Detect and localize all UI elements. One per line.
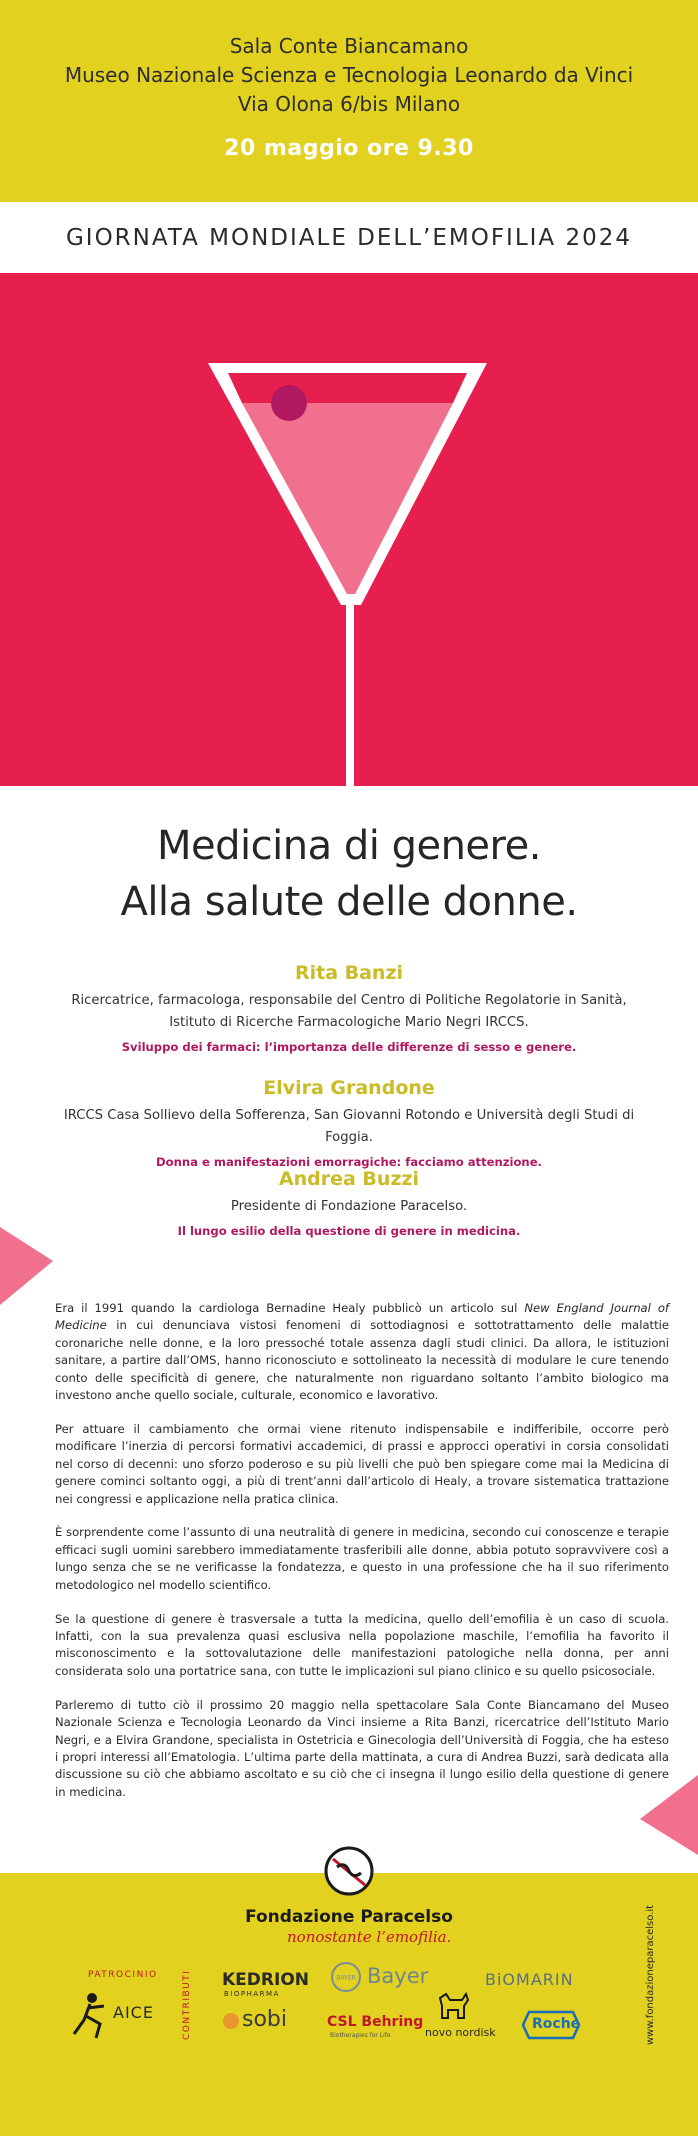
speaker-name: Andrea Buzzi [278,1168,420,1190]
speaker-talk: Il lungo esilio della questione di genere in medicina. [177,1224,521,1238]
contributi-label: CONTRIBUTI [182,1969,192,2040]
speaker-elvira-grandone [40,1077,658,1169]
glass-inner-rim [228,373,467,403]
body-paragraph-2: Per attuare il cambiamento che ormai viene ritenuto indispensabile e indifferibile, occorre però modificare l’inerzia di percorsi formativi accademici, di prassi e approcci operativi in corsia consolidati nel corso di decenni: uno sforzo poderoso e su più livelli che può ben spiegare come mai la Medicina di genere cominci soltanto oggi, a più di trent’anni dall’articolo di Healy, a trovare sistematica trattazione nei congressi e applicazione nella pratica clinica. [55,1421,669,1506]
glass-liquid [242,403,453,594]
cocktail-glass-icon [0,273,698,786]
speaker-desc: Istituto di Ricerche Farmacologiche Mario Negri IRCCS. [169,1015,529,1030]
headline [0,818,698,930]
event-title: GIORNATA MONDIALE DELL’EMOFILIA 2024 [65,225,633,251]
body-p1-text: Era il 1991 quando la cardiologa Bernadine Healy pubblicò un articolo sul [55,1301,525,1315]
journal-title: New England Journal of Medicine [55,1301,670,1333]
aice-logo-text: AICE [113,2003,154,2022]
hero-illustration [0,273,698,786]
novo-nordisk-logo: novo nordisk [425,2026,496,2039]
body-paragraph-4: Se la questione di genere è trasversale a tutta la medicina, quello dell’emofilia è un caso di scuola. Infatti, con la sua prevalenza quasi esclusiva nella popolazione maschile, l’emofilia ha favorito il misconoscimento e la sottovalutazione delle manifestazioni patologiche nella donna, per anni considerata solo una portatrice sana, con tutte le implicazioni sul piano clinico e su quello psicosociale. [55,1611,669,1678]
sobi-logo: sobi [242,2007,287,2032]
foundation-name: Fondazione Paracelso [245,1907,453,1927]
headline-line-1: Medicina di genere. [157,823,541,869]
venue-block [0,0,698,119]
speaker-rita-banzi [40,962,658,1054]
speaker-talk: Donna e manifestazioni emorragiche: facciamo attenzione. [156,1155,542,1169]
website-url: www.fondazioneparacelso.it [645,1904,656,2045]
paracelso-logo-icon [323,1845,375,1897]
body-text [55,1300,669,1818]
left-triangle-decoration [0,1227,54,1307]
aice-logo-icon [70,1990,110,2040]
roche-logo: Roche [532,2016,581,2032]
csl-behring-logo: CSL Behring [327,2014,424,2030]
foundation-tagline: nonostante l’emofilia. [287,1928,452,1946]
csl-sub: Biotherapies for Life [330,2032,391,2039]
headline-line-2: Alla salute delle donne. [120,879,578,925]
patrocinio-label: PATROCINIO [88,1970,158,1980]
kedrion-logo: KEDRION [222,1970,309,1990]
speaker-name: Rita Banzi [294,962,404,984]
speaker-andrea-buzzi [40,1168,658,1238]
bayer-logo: Bayer [367,1964,429,1988]
bayer-cross-icon [330,1961,362,1993]
biomarin-logo: BiOMARIN [485,1970,574,1989]
venue-museum: Museo Nazionale Scienza e Tecnologia Leonardo da Vinci [64,63,634,87]
speaker-desc: Presidente di Fondazione Paracelso. [230,1199,468,1214]
body-p1-text-cont: in cui denunciava vistosi fenomeni di sottodiagnosi e sottotrattamento delle malattie coronariche nelle donne, e la loro pressoché totale assenza dagli studi clinici. Da allora, le istituzioni sanitare, a partire dall’OMS, hanno riconosciuto e sottolineato la necessità di modulare le cure tenendo conto delle specificità di genere, che naturalmente non riguardano soltanto l’ambito biologico ma investono anche quello sociale, culturale, economico e lavorativo. [55,1318,669,1403]
speaker-talk: Sviluppo dei farmaci: l’importanza delle differenze di sesso e genere. [121,1040,577,1054]
body-paragraph-3: È sorprendente come l’assunto di una neutralità di genere in medicina, secondo cui conoscenze e terapie efficaci sugli uomini sarebbero immediatamente trasferibili alle donne, abbia potuto sopravvivere così a lungo senza che se ne verificasse la fondatezza, e questo in una professione che ha il suo riferimento metodologico nel modello scientifico. [55,1525,669,1592]
kedrion-sub: BIOPHARMA [224,1990,280,1998]
event-date: 20 maggio ore 9.30 [224,136,474,161]
cherry-icon [271,385,307,421]
novo-nordisk-bull-icon [436,1990,470,2022]
speaker-desc: IRCCS Casa Sollievo della Sofferenza, San Giovanni Rotondo e Università degli Studi di Foggia. [63,1108,635,1145]
venue-hall: Sala Conte Biancamano [229,34,469,58]
body-paragraph-5: Parleremo di tutto ciò il prossimo 20 maggio nella spettacolare Sala Conte Biancamano del Museo Nazionale Scienza e Tecnologia Leonardo da Vinci insieme a Rita Banzi, ricercatrice dell’Istituto Mario Negri, e a Elvira Grandone, specialista in Ostetricia e Ginecologia dell’Università di Foggia, che ha esteso i propri interessi all’Ematologia. L’ultima parte della mattinata, a cura di Andrea Buzzi, sarà dedicata alla discussione su ciò che abbiamo ascoltato e su ciò che ci insegna il lungo esilio della questione di genere in medicina. [55,1697,669,1799]
bayer-cross-text: BAYER [336,1974,356,1982]
sobi-icon [222,2012,240,2030]
body-paragraph-1 [55,1300,669,1404]
speaker-desc: Ricercatrice, farmacologa, responsabile del Centro di Politiche Regolatorie in Sanità, [71,993,627,1008]
glass-stem [346,603,354,786]
header-band [0,0,698,202]
speaker-name: Elvira Grandone [263,1077,435,1099]
venue-address: Via Olona 6/bis Milano [237,92,461,116]
